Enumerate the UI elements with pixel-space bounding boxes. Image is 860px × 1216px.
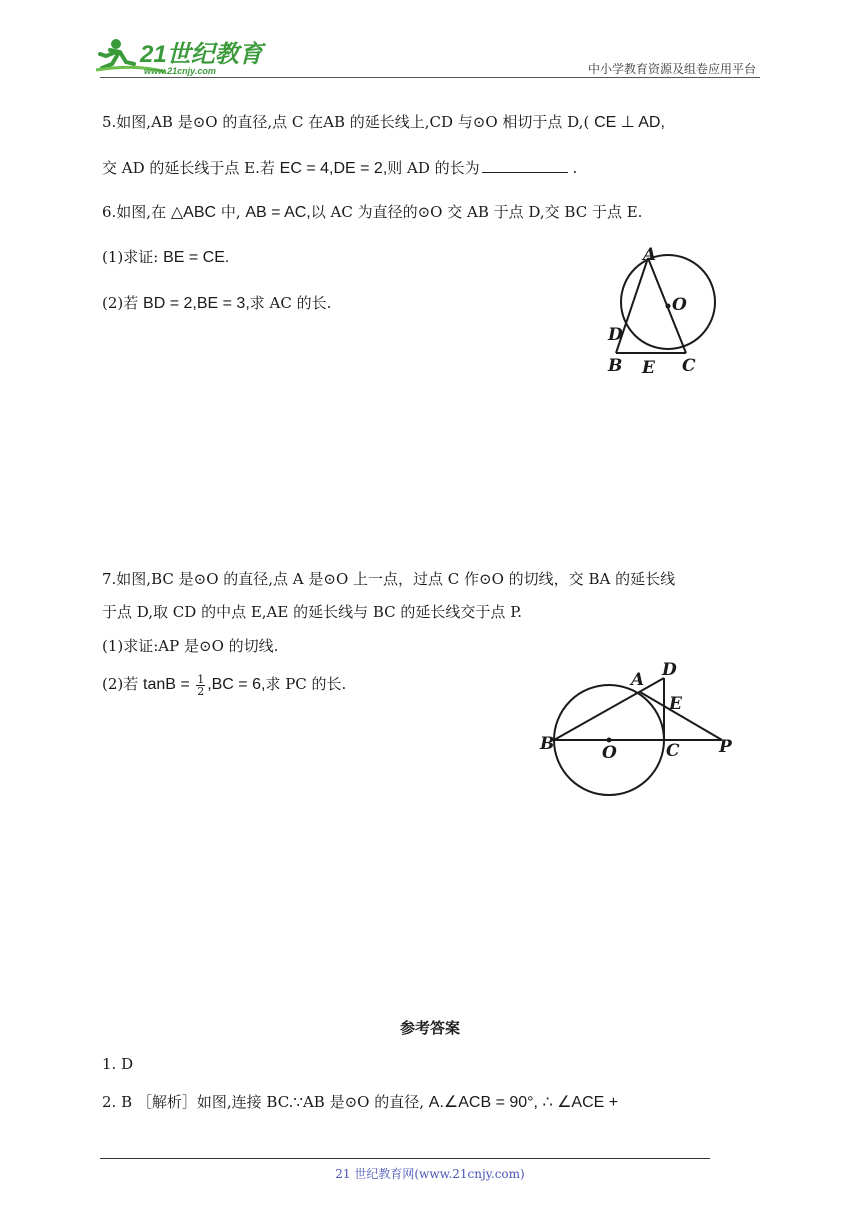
footer-divider (100, 1158, 710, 1159)
q7-part-1: (1)求证:AP 是⊙O 的切线. (102, 637, 279, 655)
q7-label-b: B (540, 734, 555, 754)
q5-text-d: . (567, 159, 578, 177)
header-divider (100, 77, 760, 78)
header-platform-text: 中小学教育资源及组卷应用平台 (587, 62, 756, 76)
q6-p2-text: 求 AC 的长. (249, 294, 332, 312)
q6-circle-o (621, 255, 715, 349)
q6-label-b: B (608, 356, 623, 376)
answer-2-math: A.∠ACB = 90°, ∴ ∠ACE + (428, 1094, 619, 1111)
runner-logo-icon (96, 34, 266, 78)
q7-p2-bc: ,BC = 6, (207, 676, 266, 693)
answer-2 (102, 1091, 618, 1114)
q5-text-a: 5.如图,AB 是⊙O 的直径,点 C 在AB 的延长线上,CD 与⊙O 相切于点 D,( (102, 113, 595, 131)
answer-2-text: 2. B ［解析］如图,连接 BC.∵AB 是⊙O 的直径, (102, 1093, 429, 1111)
q6-label-o: O (672, 295, 687, 315)
q7-geometry-figure (536, 655, 766, 805)
q6-line-1 (102, 201, 642, 224)
q6-math-ab-ac: AB = AC, (245, 204, 311, 221)
q5-math-b: EC = 4,DE = 2, (279, 160, 388, 177)
q7-line-1: 7.如图,BC 是⊙O 的直径,点 A 是⊙O 上一点，过点 C 作⊙O 的切线，交 BA 的延长线 (102, 570, 676, 588)
logo-url: www.21cnjy.com (144, 66, 216, 76)
q5-math-a: CE ⊥ AD, (594, 114, 665, 131)
q6-center-point (666, 304, 671, 309)
q7-frac-num: 1 (197, 672, 205, 686)
q7-part-2 (102, 673, 346, 697)
q7-label-c: C (666, 741, 680, 761)
q7-label-o: O (602, 743, 617, 763)
q6-text-c: 中, (216, 203, 246, 221)
q5-text-c: 则 AD 的长为 (387, 159, 480, 177)
q6-p1-label: (1)求证: (102, 248, 164, 266)
q7-fraction (196, 674, 205, 697)
q5-answer-blank[interactable] (482, 158, 568, 173)
logo-title: 21世纪教育 (140, 41, 263, 68)
q6-text-e: 以 AC 为直径的⊙O 交 AB 于点 D,交 BC 于点 E. (310, 203, 643, 221)
q7-label-e: E (669, 694, 682, 714)
footer-link[interactable]: 21 世纪教育网(www.21cnjy.com) (335, 1167, 525, 1181)
q5-line-2 (102, 157, 577, 180)
q6-part-1 (102, 246, 229, 269)
q6-p1-math: BE = CE. (163, 249, 230, 266)
q6-p2-math: BD = 2,BE = 3, (143, 295, 250, 312)
q6-label-a: A (643, 245, 657, 265)
q7-p2-tanb: tanB = (143, 676, 195, 693)
answer-1: 1. D (102, 1055, 134, 1073)
q7-label-a: A (631, 670, 645, 690)
site-logo[interactable] (96, 34, 266, 78)
q7-center-point (607, 738, 612, 743)
q6-label-c: C (682, 356, 696, 376)
q6-label-d: D (608, 325, 623, 345)
q6-label-e: E (642, 358, 655, 378)
q7-p2-text: 求 PC 的长. (265, 675, 347, 693)
q7-line-bd (554, 678, 664, 740)
q6-geometry-figure (596, 240, 726, 380)
q7-label-p: P (719, 737, 732, 757)
q7-p2-label: (2)若 (102, 675, 144, 693)
q7-label-d: D (662, 660, 677, 680)
q6-math-triangle: △ABC (170, 204, 217, 221)
q7-frac-den: 2 (197, 684, 205, 698)
q6-text-a: 6.如图,在 (102, 203, 171, 221)
q7-line-2: 于点 D,取 CD 的中点 E,AE 的延长线与 BC 的延长线交于点 P. (102, 603, 523, 621)
q6-p2-label: (2)若 (102, 294, 144, 312)
answer-section-title: 参考答案 (399, 1019, 460, 1037)
q5-line-1 (102, 111, 665, 134)
q6-part-2 (102, 292, 331, 315)
q5-text-b: 交 AD 的延长线于点 E.若 (102, 159, 280, 177)
